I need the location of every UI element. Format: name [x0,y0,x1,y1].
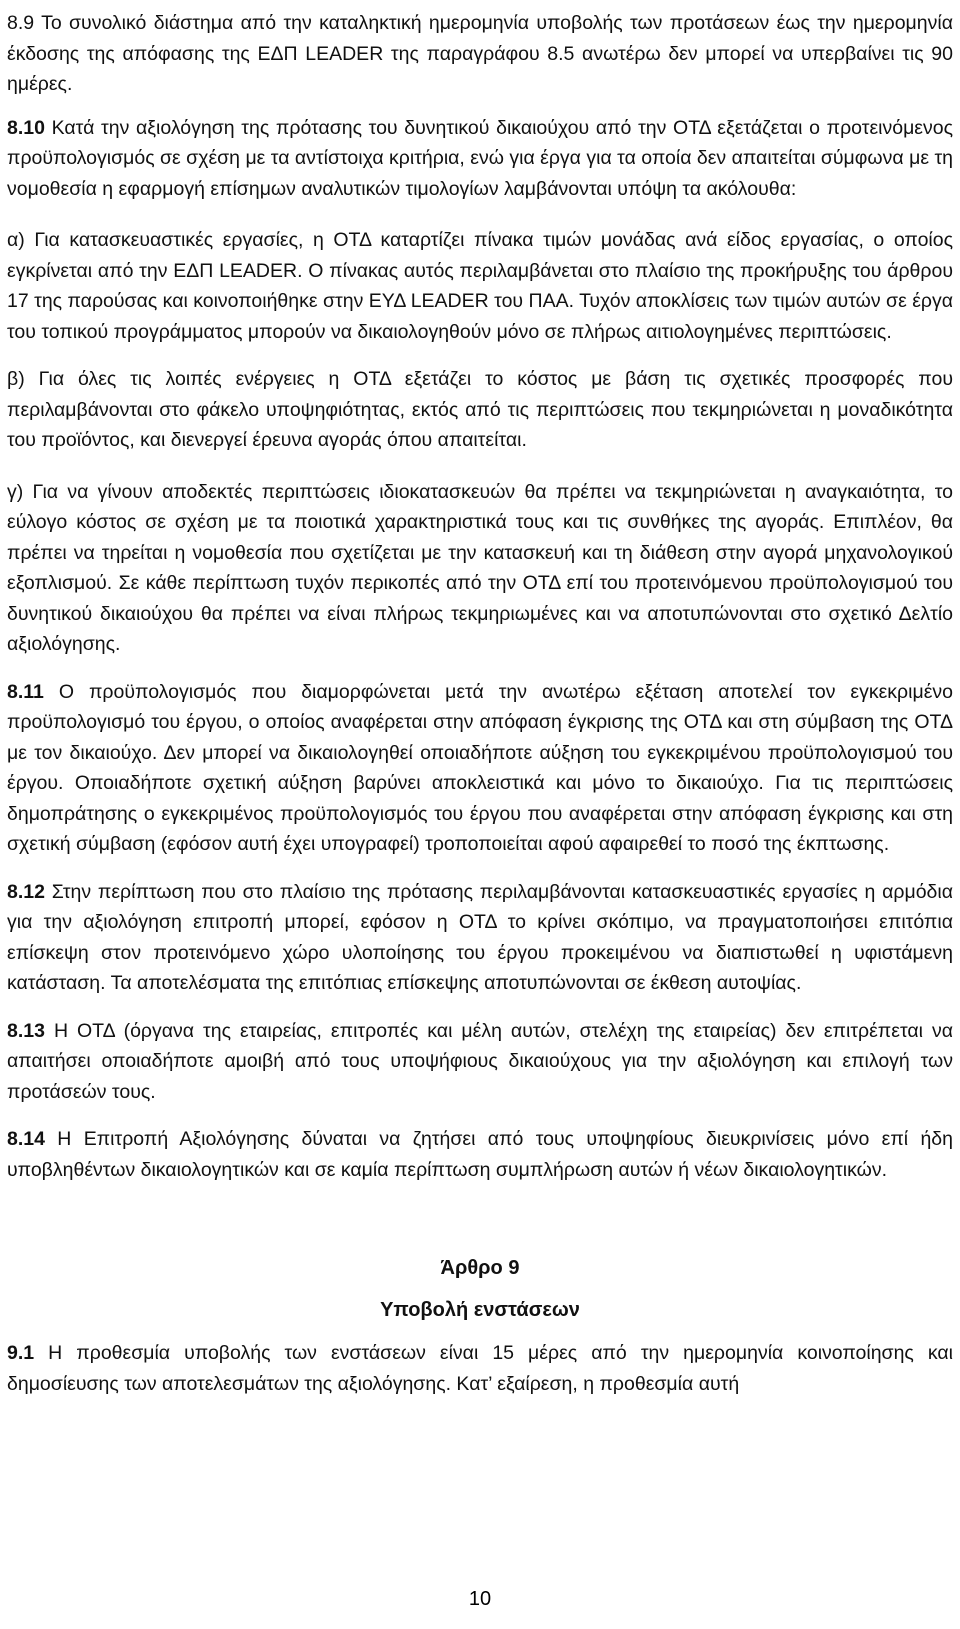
paragraph-text: Η προθεσμία υποβολής των ενστάσεων είναι 15 μέρες από την ημερομηνία κοινοποίησης και δημοσίευσης των αποτελεσμάτων της αξιολόγησης. Κατ’ εξαίρεση, η προθεσμία αυτή [7,1342,953,1395]
paragraph-8-14 [7,1124,953,1185]
paragraph-8-10-b: β) Για όλες τις λοιπές ενέργειες η ΟΤΔ εξετάζει το κόστος με βάση τις σχετικές προσφορές που περιλαμβάνονται στο φάκελο υποψηφιότητας, εκτός από τις περιπτώσεις που τεκμηριώνεται η μοναδικότητα του προϊόντος, και διενεργεί έρευνα αγοράς όπου απαιτείται. [7,368,953,451]
paragraph-text: Στην περίπτωση που στο πλαίσιο της πρότασης περιλαμβάνονται κατασκευαστικές εργασίες η αρμόδια για την αξιολόγηση επιτροπή μπορεί, εφόσον η ΟΤΔ το κρίνει σκόπιμο, να πραγματοποιήσει επιτόπια επίσκεψη στον προτεινόμενο χώρο υλοποίησης του έργου προκειμένου να διαπιστωθεί η υφιστάμενη κατάσταση. Τα αποτελέσματα της επιτόπιας επίσκεψης αποτυπώνονται σε έκθεση αυτοψίας. [7,880,953,994]
paragraph-text: Η Επιτροπή Αξιολόγησης δύναται να ζητήσει από τους υποψηφίους διευκρινίσεις μόνο επί ήδη υποβληθέντων δικαιολογητικών και σε καμία περίπτωση συμπλήρωση αυτών ή νέων δικαιολογητικών. [7,1128,953,1181]
paragraph-number: 8.13 [7,1019,45,1042]
paragraph-8-9: 8.9 Το συνολικό διάστημα από την καταληκτική ημερομηνία υποβολής των προτάσεων έως την ημερομηνία έκδοσης της απόφασης της ΕΔΠ LEADER της παραγράφου 8.5 ανωτέρω δεν μπορεί να υπερβαίνει τις 90 ημέρες. [7,12,953,95]
article-heading: Άρθρο 9 [440,1257,520,1279]
paragraph-8-10 [7,113,953,205]
paragraph-number: 8.10 [7,116,45,139]
article-title: Υποβολή ενστάσεων [380,1299,580,1321]
paragraph-8-12 [7,877,953,999]
paragraph-8-13 [7,1016,953,1108]
page-number: 10 [468,1588,492,1610]
paragraph-9-1 [7,1338,953,1399]
paragraph-number: 8.14 [7,1128,45,1150]
paragraph-8-10-c: γ) Για να γίνουν αποδεκτές περιπτώσεις ιδιοκατασκευών θα πρέπει να τεκμηριώνεται η αναγκαιότητα, το εύλογο κόστος σε σχέση με τα ποιοτικά χαρακτηριστικά τους και τις συνθήκες της αγοράς. Επιπλέον, θα πρέπει να τηρείται η νομοθεσία που σχετίζεται με την κατασκευή και τη διάθεση στην αγορά μηχανολογικού εξοπλισμού. Σε κάθε περίπτωση τυχόν περικοπές από την ΟΤΔ επί του προτεινόμενου προϋπολογισμού του δυνητικού δικαιούχου θα πρέπει να είναι πλήρως τεκμηριωμένες και να αποτυπώνονται στο σχετικό Δελτίο αξιολόγησης. [7,480,953,655]
paragraph-number: 8.11 [7,680,44,703]
paragraph-number: 8.12 [7,880,45,903]
paragraph-number: 9.1 [7,1342,35,1364]
paragraph-text: Η ΟΤΔ (όργανα της εταιρείας, επιτροπές και μέλη αυτών, στελέχη της εταιρείας) δεν επιτρέπεται να απαιτήσει οποιαδήποτε αμοιβή από τους υποψήφιους δικαιούχους για την αξιολόγηση και επιλογή των προτάσεών τους. [7,1019,953,1103]
paragraph-text: Κατά την αξιολόγηση της πρότασης του δυνητικού δικαιούχου από την ΟΤΔ εξετάζεται ο προτεινόμενος προϋπολογισμός σε σχέση με τα αντίστοιχα κριτήρια, ενώ για έργα για τα οποία δεν απαιτείται σύμφωνα με τη νομοθεσία η εφαρμογή επίσημων αναλυτικών τιμολογίων λαμβάνονται υπόψη τα ακόλουθα: [7,116,953,200]
paragraph-8-10-a: α) Για κατασκευαστικές εργασίες, η ΟΤΔ καταρτίζει πίνακα τιμών μονάδας ανά είδος εργασίας, ο οποίος εγκρίνεται από την ΕΔΠ LEADER. Ο πίνακας αυτός περιλαμβάνεται στο πλαίσιο της προκήρυξης του άρθρου 17 της παρούσας και κοινοποιήθηκε στην ΕΥΔ LEADER του ΠΑΑ. Τυχόν αποκλίσεις των τιμών αυτών σε έργα του τοπικού προγράμματος μπορούν να δικαιολογηθούν μόνο σε πλήρως αιτιολογημένες περιπτώσεις. [7,229,953,343]
paragraph-8-11 [7,677,953,860]
paragraph-text: Ο προϋπολογισμός που διαμορφώνεται μετά την ανωτέρω εξέταση αποτελεί τον εγκεκριμένο προϋπολογισμό του έργου, ο οποίος αναφέρεται στην απόφαση έγκρισης της ΟΤΔ και στη σύμβαση της ΟΤΔ με τον δικαιούχο. Δεν μπορεί να δικαιολογηθεί οποιαδήποτε αύξηση του εγκεκριμένου προϋπολογισμού του έργου. Οποιαδήποτε σχετική αύξηση βαρύνει αποκλειστικά και μόνο το δικαιούχο. Για τις περιπτώσεις δημοπράτησης ο εγκεκριμένος προϋπολογισμός του έργου που αναφέρεται στην απόφαση έγκρισης και στη σχετική σύμβαση (εφόσον αυτή έχει υπογραφεί) τροποποιείται αφού αφαιρεθεί το ποσό της έκπτωσης. [7,680,953,855]
